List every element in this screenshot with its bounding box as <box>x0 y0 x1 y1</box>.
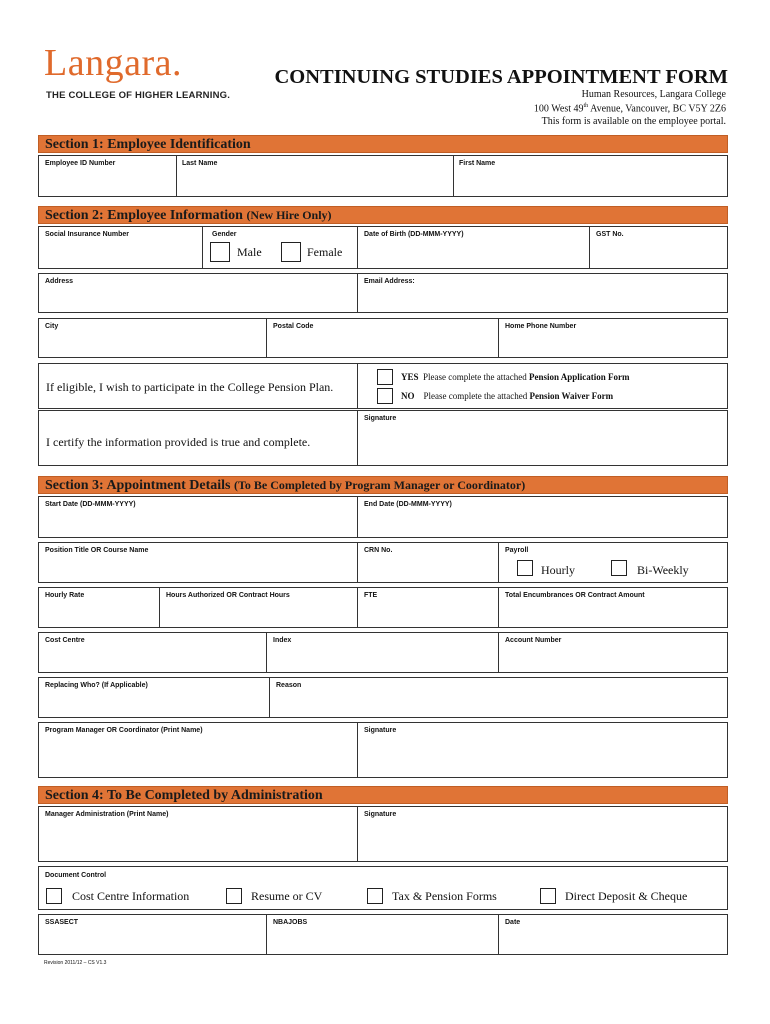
sin-label: Social Insurance Number <box>45 231 130 238</box>
direct-deposit-label: Direct Deposit & Cheque <box>565 889 688 903</box>
biweekly-checkbox[interactable] <box>611 560 627 576</box>
home-phone-label: Home Phone Number <box>505 323 577 330</box>
section-4-header: Section 4: To Be Completed by Administration <box>38 786 728 804</box>
resume-checkbox[interactable] <box>226 888 242 904</box>
document-control-row <box>38 866 728 910</box>
replacing-label: Replacing Who? (If Applicable) <box>45 682 148 689</box>
document-control-label: Document Control <box>45 872 107 879</box>
admin-row <box>38 806 728 862</box>
male-checkbox[interactable] <box>210 242 230 262</box>
index-label: Index <box>273 637 292 644</box>
logo-tagline: THE COLLEGE OF HIGHER LEARNING. <box>46 90 231 101</box>
pension-yes-text: YES Please complete the attached Pension Application Form <box>401 372 630 382</box>
city-label: City <box>45 323 59 330</box>
female-checkbox[interactable] <box>281 242 301 262</box>
address-label: Address <box>45 278 74 285</box>
cost-centre-row <box>38 632 728 673</box>
position-label: Position Title OR Course Name <box>45 547 149 554</box>
account-number-label: Account Number <box>505 637 562 644</box>
admin-signature-label: Signature <box>364 811 397 818</box>
address-email-row <box>38 273 728 313</box>
ssasect-label: SSASECT <box>45 919 79 926</box>
tax-pension-checkbox[interactable] <box>367 888 383 904</box>
encumbrances-label: Total Encumbrances OR Contract Amount <box>505 592 645 599</box>
certify-row <box>38 410 728 466</box>
first-name-label: First Name <box>459 160 496 167</box>
crn-label: CRN No. <box>364 547 393 554</box>
hours-label: Hours Authorized OR Contract Hours <box>166 592 290 599</box>
hourly-rate-label: Hourly Rate <box>45 592 85 599</box>
program-manager-label: Program Manager OR Coordinator (Print Name) <box>45 727 203 734</box>
form-title: CONTINUING STUDIES APPOINTMENT FORM <box>274 66 728 88</box>
tax-pension-label: Tax & Pension Forms <box>392 889 497 903</box>
last-name-label: Last Name <box>182 160 218 167</box>
nbajobs-label: NBAJOBS <box>273 919 308 926</box>
manager-signature-label: Signature <box>364 727 397 734</box>
langara-logo: Langara. <box>44 42 182 84</box>
position-row <box>38 542 728 583</box>
employee-signature-label: Signature <box>364 415 397 422</box>
employee-id-input[interactable] <box>43 172 175 196</box>
resume-label: Resume or CV <box>251 889 323 903</box>
hourly-checkbox[interactable] <box>517 560 533 576</box>
revision-note: Revision 2011/12 – CS V1.3 <box>44 960 107 966</box>
section-1-row <box>38 155 728 197</box>
dob-label: Date of Birth (DD-MMM-YYYY) <box>364 231 464 238</box>
last-name-input[interactable] <box>180 172 452 196</box>
address-line: 100 West 49th Avenue, Vancouver, BC V5Y 2Z6 <box>533 103 726 115</box>
certify-statement: I certify the information provided is true and complete. <box>46 435 311 449</box>
gender-label: Gender <box>212 231 237 238</box>
cost-centre-info-checkbox[interactable] <box>46 888 62 904</box>
pension-row <box>38 363 728 409</box>
male-option-label: Male <box>237 245 262 259</box>
sin-gender-row <box>38 226 728 269</box>
biweekly-option-label: Bi-Weekly <box>637 563 689 577</box>
cost-centre-info-label: Cost Centre Information <box>72 889 190 903</box>
email-label: Email Address: <box>364 278 415 285</box>
hourly-option-label: Hourly <box>541 563 575 577</box>
program-manager-row <box>38 722 728 778</box>
date-label: Date <box>505 919 521 926</box>
direct-deposit-checkbox[interactable] <box>540 888 556 904</box>
end-date-label: End Date (DD-MMM-YYYY) <box>364 501 452 508</box>
start-date-label: Start Date (DD-MMM-YYYY) <box>45 501 136 508</box>
pension-statement: If eligible, I wish to participate in the College Pension Plan. <box>46 380 334 394</box>
city-postal-row <box>38 318 728 358</box>
postal-code-label: Postal Code <box>273 323 314 330</box>
section-2-header: Section 2: Employee Information (New Hire Only) <box>38 206 728 224</box>
pension-yes-checkbox[interactable] <box>377 369 393 385</box>
employee-id-label: Employee ID Number <box>45 160 116 167</box>
gst-label: GST No. <box>596 231 624 238</box>
section-1-header: Section 1: Employee Identification <box>38 135 728 153</box>
rate-row <box>38 587 728 628</box>
section-3-header: Section 3: Appointment Details (To Be Completed by Program Manager or Coordinator) <box>38 476 728 494</box>
pension-no-checkbox[interactable] <box>377 388 393 404</box>
portal-note: This form is available on the employee portal. <box>541 116 726 127</box>
pension-no-text: NO Please complete the attached Pension Waiver Form <box>401 391 614 401</box>
first-name-input[interactable] <box>457 172 727 196</box>
fte-label: FTE <box>364 592 378 599</box>
ssasect-row <box>38 914 728 955</box>
cost-centre-label: Cost Centre <box>45 637 85 644</box>
replacing-row <box>38 677 728 718</box>
manager-admin-label: Manager Administration (Print Name) <box>45 811 169 818</box>
org-line: Human Resources, Langara College <box>581 89 726 100</box>
reason-label: Reason <box>276 682 302 689</box>
female-option-label: Female <box>307 245 343 259</box>
payroll-label: Payroll <box>505 547 529 554</box>
dates-row <box>38 496 728 538</box>
